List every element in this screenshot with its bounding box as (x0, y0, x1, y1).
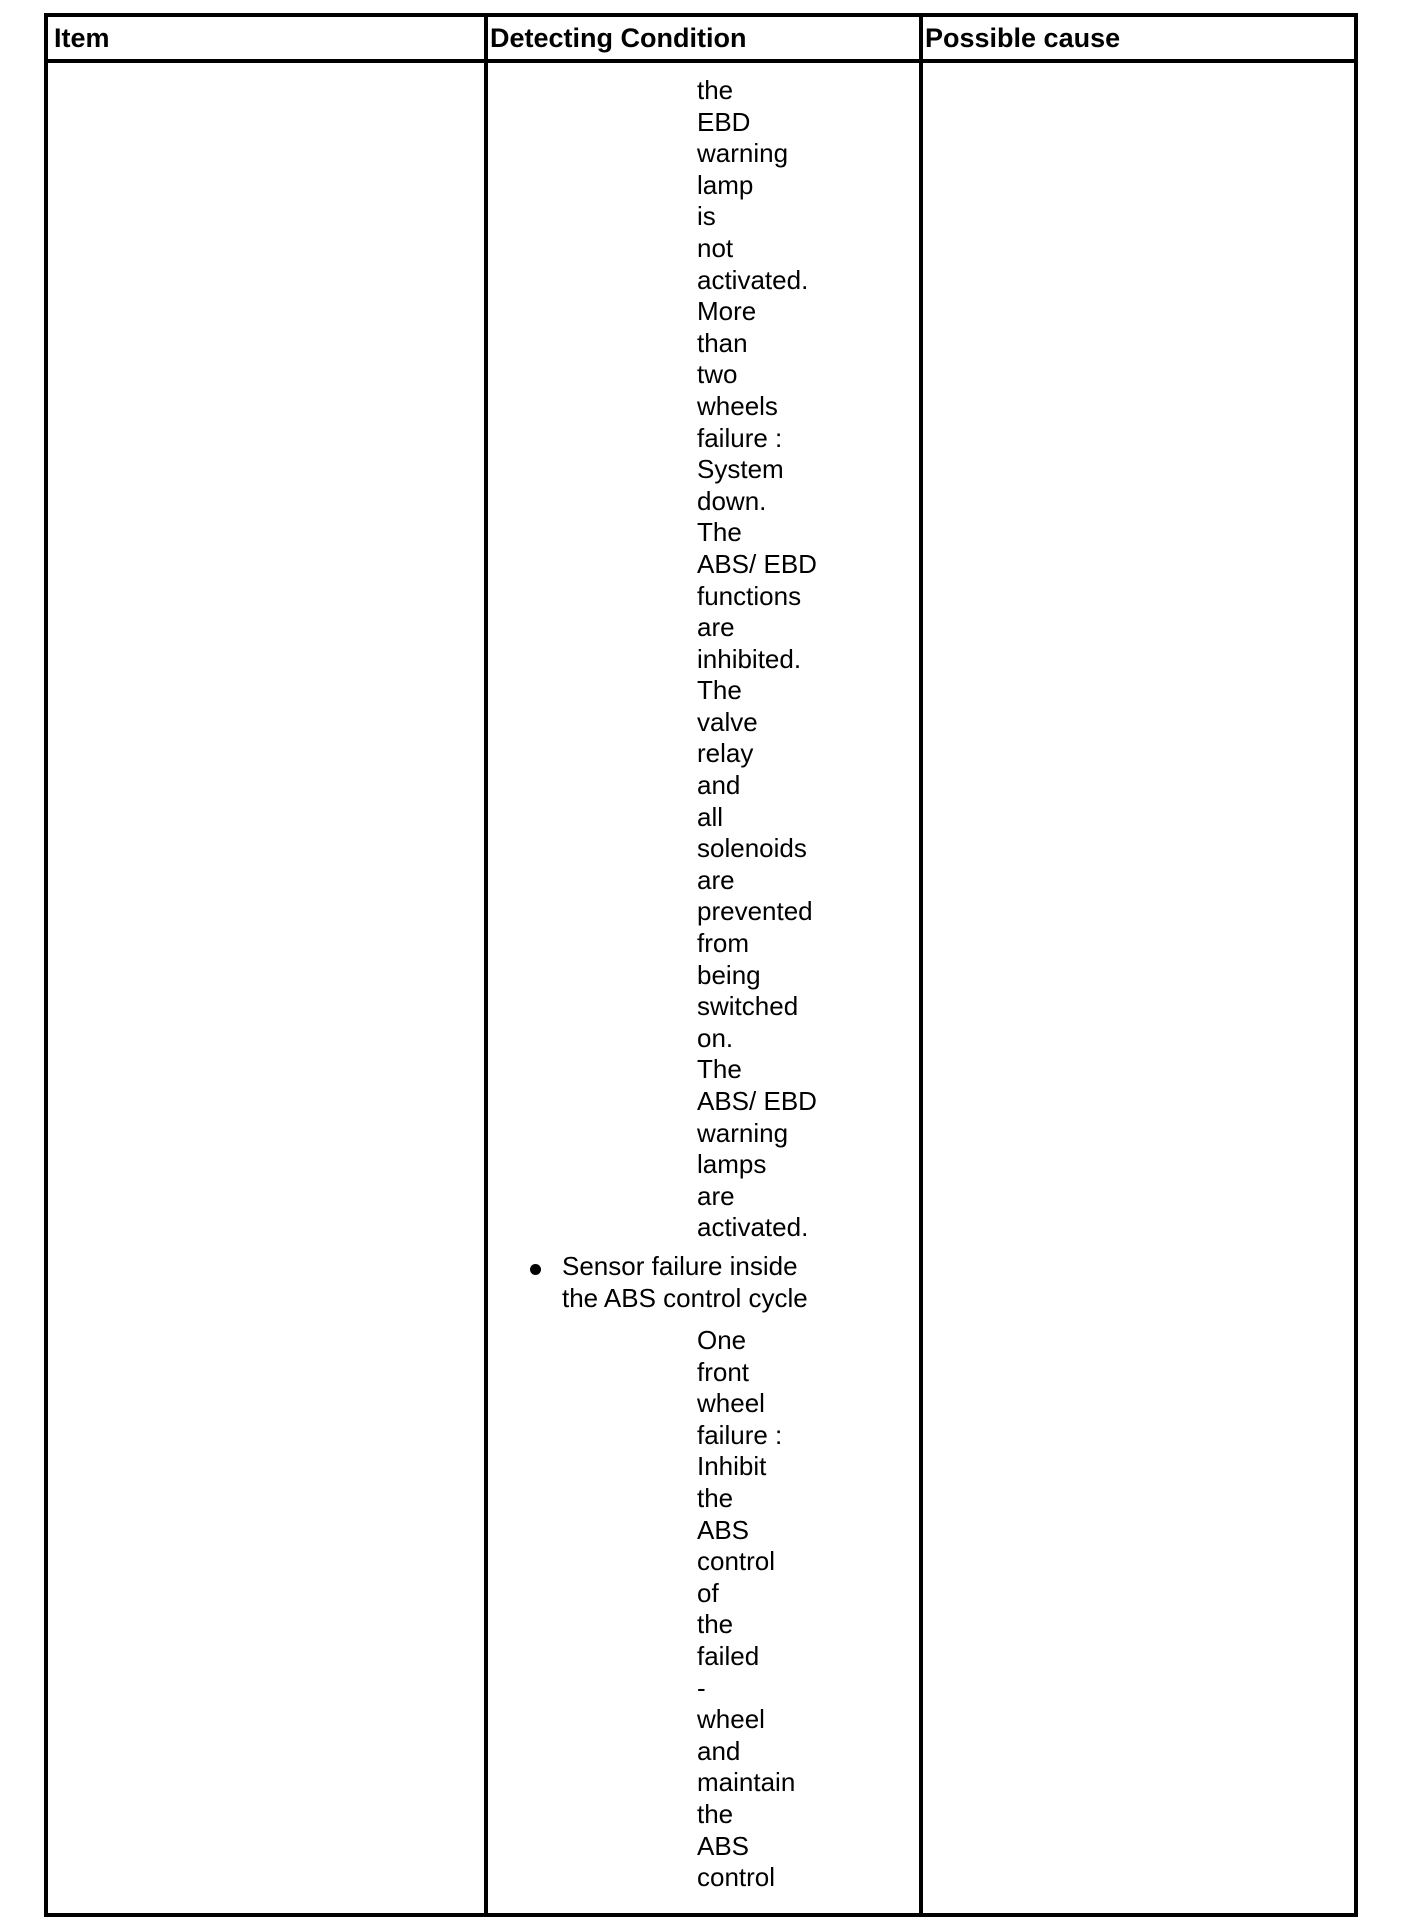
bullet-text (562, 1250, 808, 1314)
condition-word: lamp (697, 169, 754, 200)
condition-word: the (697, 75, 734, 105)
condition-word: down. (697, 485, 767, 516)
header-divider (48, 59, 1354, 63)
condition-word: One (697, 1325, 747, 1355)
header-item: Item (54, 23, 110, 53)
condition-word: the (697, 1482, 734, 1513)
condition-word: The (697, 517, 742, 548)
condition-word: switched (697, 991, 799, 1022)
condition-word: all (697, 801, 724, 832)
condition-word: from (697, 928, 749, 959)
condition-word: front (697, 1356, 750, 1387)
detecting-condition-text-part2 (697, 1325, 795, 1894)
condition-word: ABS/ EBD (697, 1086, 817, 1116)
condition-word: are (697, 612, 735, 643)
condition-word: - (697, 1672, 706, 1703)
bullet-line-2: the ABS control cycle (562, 1283, 808, 1313)
condition-word: failure : (697, 1419, 783, 1450)
column-divider-2 (919, 17, 923, 1913)
condition-word: EBD (697, 106, 751, 137)
condition-word: ABS (697, 1830, 750, 1861)
condition-word: lamps (697, 1149, 767, 1180)
condition-word: the (697, 1798, 734, 1829)
detecting-condition-text-part1 (697, 75, 817, 1244)
condition-word: functions (697, 580, 802, 611)
condition-word: are (697, 864, 735, 895)
condition-word: warning (697, 1117, 789, 1148)
condition-word: warning (697, 138, 789, 169)
condition-word: wheel (697, 1388, 765, 1419)
condition-word: prevented (697, 896, 813, 927)
condition-word: wheels (697, 390, 778, 421)
header-detecting-condition: Detecting Condition (490, 23, 747, 53)
condition-word: being (697, 959, 761, 990)
condition-word: is (697, 201, 716, 232)
condition-word: More (697, 296, 757, 327)
condition-word: inhibited. (697, 643, 802, 674)
condition-word: wheel (697, 1704, 765, 1735)
bullet-dot-icon (530, 1264, 541, 1275)
condition-word: failure : (697, 422, 783, 453)
condition-word: activated. (697, 1212, 809, 1243)
column-divider-1 (484, 17, 488, 1913)
condition-word: valve (697, 706, 758, 737)
condition-word: of (697, 1577, 719, 1608)
condition-word: on. (697, 1022, 734, 1053)
condition-word: two (697, 359, 738, 390)
condition-word: not (697, 232, 734, 263)
condition-word: ABS/ EBD (697, 548, 817, 579)
condition-word: and (697, 770, 741, 801)
header-possible-cause: Possible cause (925, 23, 1121, 53)
condition-word: solenoids (697, 833, 807, 864)
condition-word: The (697, 675, 742, 706)
condition-word: the (697, 1609, 734, 1640)
condition-word: The (697, 1054, 742, 1085)
condition-word: activated. (697, 264, 809, 295)
condition-word: failed (697, 1640, 760, 1671)
condition-word: control (697, 1546, 776, 1577)
condition-word: System (697, 454, 784, 485)
condition-word: and (697, 1735, 741, 1766)
condition-word: control (697, 1862, 776, 1893)
condition-word: maintain (697, 1767, 796, 1798)
condition-word: relay (697, 738, 754, 769)
bullet-line-1: Sensor failure inside (562, 1251, 798, 1281)
condition-word: ABS (697, 1514, 750, 1545)
condition-word: than (697, 327, 748, 358)
condition-word: are (697, 1180, 735, 1211)
condition-word: Inhibit (697, 1451, 767, 1482)
